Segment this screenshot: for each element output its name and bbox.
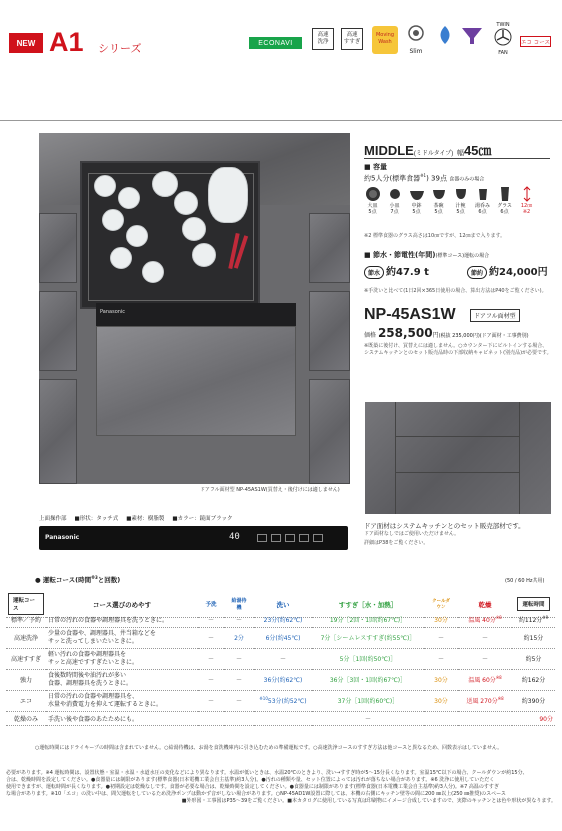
- wash-cell: －: [254, 648, 312, 669]
- cabinet-panel: [39, 379, 77, 484]
- control-button[interactable]: [313, 534, 323, 542]
- course-desc: 食後数時間後や油汚れが多い 食器、調理器具を洗うときに。: [46, 669, 198, 690]
- footnote-line: 合は、乾燥時間を設定してください。●食器量には制限があります(標準食器(日本電機工業会自主基準)約3人分)。●汚れの種類や量、セット位置によっては汚れが落ちない場合があります。※6 洗浄に使用していただく: [6, 777, 495, 783]
- control-panel: [39, 526, 348, 550]
- cooldown-cell: 30分: [424, 669, 458, 690]
- course-desc: 少量の食器や、調理器具、井当箱などを サッと洗ってしまいたいときに。: [46, 627, 198, 648]
- glass: [102, 209, 124, 231]
- cooldown-cell: 30分: [424, 690, 458, 711]
- header-divider: [0, 120, 562, 121]
- dish-item: [386, 186, 403, 215]
- model-number: NP-45AS1W: [364, 306, 456, 323]
- max-height-ref: ※2: [522, 209, 531, 215]
- col-course: 運転コース: [8, 593, 44, 615]
- dry-cell: －: [458, 627, 512, 648]
- large-plate-icon: [365, 186, 381, 202]
- dish-item: [364, 186, 381, 215]
- dish-item: [452, 186, 469, 215]
- money-badge: 節約: [467, 266, 487, 279]
- wash-ref: ※10: [259, 696, 268, 701]
- slim-icon: [404, 24, 428, 44]
- glass-icon: [497, 186, 513, 202]
- col-cooldown: クールダウン: [432, 599, 450, 610]
- dish-name: グラス: [497, 203, 512, 209]
- col-rinse: すすぎ［水・加熱］: [338, 600, 398, 609]
- course-name: 標準／予約: [6, 612, 46, 627]
- control-button[interactable]: [285, 534, 295, 542]
- control-button[interactable]: [271, 534, 281, 542]
- twin-fan-bottom-label: FAN: [498, 50, 508, 56]
- dry-cell: －: [458, 648, 512, 669]
- saving-note: ※手洗いと比べて(1日2回×365日使用の場合、算出方法はP40をご覧ください)。: [364, 288, 547, 294]
- control-button[interactable]: [257, 534, 267, 542]
- col-wait: 給湯待機: [231, 598, 247, 611]
- footnote-line: 使用できますが、運転時間が長くなります。●初期設定は乾燥なしです。食器が必要な場合は、乾燥時間を設定してください。●食器量には制限があります(標準食器(日本電機工業会自主基準)約3人分)。※7 高温のすすぎ: [6, 784, 499, 790]
- dish-item: [496, 186, 513, 215]
- high-speed-wash-badge: 高速 洗浄: [312, 28, 334, 50]
- courses-heading-text: ● 運転コース(時間: [35, 576, 92, 585]
- prewash-cell: －: [198, 627, 224, 648]
- rinse-cell: 36分［3回・1回(約67℃)］: [312, 669, 424, 690]
- rinse-cell: 19分［2回・1回(約67℃)］: [312, 612, 424, 627]
- max-height-value: 12㎝: [520, 203, 533, 209]
- cup: [192, 243, 216, 267]
- filter-icon: [460, 24, 484, 54]
- glass: [126, 225, 148, 247]
- spec-divider: [364, 158, 550, 159]
- dry-ref: ※8: [497, 696, 504, 701]
- dish-item: [474, 186, 491, 215]
- max-height: [518, 186, 535, 215]
- prewash-cell: －: [198, 669, 224, 690]
- swatch-line: [519, 402, 520, 514]
- dish-name: 大皿: [367, 203, 378, 209]
- footnote-line: 必要があります。※4 運転時間は、設置状態・室温・水温・水道水圧の変化などにより異なります。水温が低いときは、水温20℃のときより、洗い→すすぎ時が5～15分長くなります。室温15℃以下の場合、クールダウンが約15分、: [6, 770, 528, 776]
- wash-cell: 36分(約62℃): [254, 669, 312, 690]
- time-ref: ※9: [542, 614, 549, 620]
- price-value: 258,500: [377, 326, 433, 340]
- time-cell: 90分: [458, 711, 555, 725]
- water-badge: 節水: [364, 266, 384, 279]
- bowl-icon: [409, 186, 425, 202]
- capacity-tail: 食器のみの場合: [449, 176, 485, 183]
- dry-cell: 送風 270分: [466, 698, 498, 705]
- hz-note: (50 / 60 Hz共用): [505, 578, 545, 584]
- eco-course-badge: エコ コース: [520, 36, 551, 47]
- time-cell: 約15分: [512, 627, 555, 648]
- dish-item: [408, 186, 425, 215]
- rice-bowl-icon: [431, 186, 447, 202]
- cup: [152, 171, 178, 197]
- rinse-cell: 7分［シームレスすすぎ(約55℃)］: [312, 627, 424, 648]
- width-value: 45㎝: [463, 143, 492, 158]
- dishwasher-tub: [80, 161, 260, 309]
- dish-count: 6点: [478, 209, 487, 215]
- col-wash: 洗い: [276, 600, 290, 609]
- glass: [94, 175, 116, 197]
- money-saving: [467, 263, 548, 279]
- rinse-cell: －: [312, 711, 424, 725]
- size-class-title: MIDDLE: [364, 143, 414, 158]
- prewash-cell: －: [198, 612, 224, 627]
- slim-logo: [404, 24, 428, 54]
- cup: [182, 217, 206, 241]
- courses-heading: [35, 575, 120, 584]
- course-desc: 日常の汚れの食器や調理器具を、 水量や消費電力を抑えて運転するときに。: [46, 690, 198, 711]
- dish-name: 湯呑み: [474, 203, 490, 209]
- door-panel-sub1: ドア面材なしではご使用いただけません。: [364, 531, 460, 537]
- dish-item: [430, 186, 447, 215]
- saving-title: ■ 節水・節電性(年間): [364, 251, 436, 259]
- dish-name: 汁椀: [455, 203, 466, 209]
- footnotes: [6, 770, 556, 805]
- width-label: 幅: [456, 150, 464, 157]
- height-arrow-icon: [522, 186, 532, 202]
- fan-icon: [494, 28, 512, 46]
- capacity-text: 約5人分(標準食器: [364, 174, 421, 183]
- photo-caption: ドアフル面材型 NP-45AS1W(買替え・後付けには適しません): [200, 487, 340, 493]
- door-panel-swatch: [365, 402, 551, 514]
- dish-count: 5点: [434, 209, 443, 215]
- water-saving: [364, 263, 429, 279]
- money-value: 約24,000円: [489, 267, 548, 278]
- prewash-cell: －: [198, 648, 224, 669]
- dish-name: 中鉢: [411, 203, 422, 209]
- teacup-icon: [475, 186, 491, 202]
- dish-count: 5点: [456, 209, 465, 215]
- dry-cell: 温風 60分: [468, 677, 496, 684]
- dry-cell: 温風 40分: [468, 616, 496, 624]
- dish-count: 5点: [368, 209, 377, 215]
- course-name: エコ: [6, 690, 46, 711]
- water-value: 約47.9 t: [386, 267, 429, 278]
- swatch-line: [395, 402, 396, 514]
- control-display: 40: [229, 532, 240, 542]
- footnote-line: な場合があります。※10「エコ」の洗い中は、間欠運転をしているため洗浄ポンプは動かず音がしない場合があります。○NP-45AD1W設置に際しては、本機の右側にキッチン壁等の間に200 ㎜以上(250 ㎜推奨)のスペース: [6, 791, 506, 797]
- operation-material: ■素材：樹脂製: [126, 516, 165, 522]
- table-row: [6, 612, 555, 627]
- wash-cell: 6分(約45℃): [254, 627, 312, 648]
- courses-heading-end: と回数): [97, 576, 121, 585]
- drawer-front: [96, 303, 296, 328]
- cooldown-cell: －: [424, 627, 458, 648]
- swatch-line: [395, 472, 519, 473]
- brand-logo: Panasonic: [100, 309, 126, 315]
- swatch-texture: [365, 402, 551, 514]
- dish-count: 6点: [500, 209, 509, 215]
- saving-sub: (標準コース)運転の場合: [435, 253, 490, 259]
- saving-heading: [364, 250, 489, 260]
- cabinet-panel: [309, 291, 350, 371]
- dry-ref: ※8: [495, 614, 502, 620]
- col-dry: 乾燥: [478, 600, 492, 609]
- cup: [174, 191, 198, 215]
- time-cell: 約390分: [512, 690, 555, 711]
- price-extra: (ドア面材・工事費別): [479, 333, 529, 339]
- control-button[interactable]: [299, 534, 309, 542]
- price: [364, 326, 529, 340]
- capacity-ref: ※1: [420, 173, 427, 178]
- twin-fan-badge: [492, 22, 514, 56]
- wait-cell: －: [224, 690, 254, 711]
- col-prewash: 予洗: [205, 602, 217, 608]
- table-row: [6, 648, 555, 669]
- slim-label: Slim: [409, 48, 423, 55]
- table-row: [6, 627, 555, 648]
- capacity-heading: ■ 容量: [364, 163, 388, 171]
- cabinet-panel: [309, 379, 350, 484]
- wait-cell: 2分: [224, 627, 254, 648]
- prewash-cell: －: [198, 690, 224, 711]
- dish-name: 茶碗: [433, 203, 444, 209]
- spray-icon: [435, 24, 455, 54]
- operation-color: ■カラー：鏡面ブラック: [172, 516, 233, 522]
- plate: [208, 167, 248, 223]
- col-guide: コース選びのめやす: [92, 600, 152, 609]
- dish-note: ※2 標準食器のグラス高さは10㎝ですが、12㎝まで入ります。: [364, 233, 506, 239]
- capacity-count: ) 39点: [426, 174, 447, 183]
- dish-name: 小皿: [389, 203, 400, 209]
- table-row: [6, 711, 555, 725]
- model-note: ※既築に後付け、買替えには適しません。○カウンター下にビルトインする場合、システムキッチンとのセット販売品時の下部収納キャビネット(別売品)が必要です。: [364, 343, 552, 356]
- model-type-tag: ドアフル面材型: [470, 309, 520, 322]
- table-row: [6, 669, 555, 690]
- wash-cell: 23分(約62℃): [254, 612, 312, 627]
- cabinet-panel: [309, 213, 350, 283]
- new-badge: NEW: [9, 33, 43, 53]
- wait-cell: －: [224, 669, 254, 690]
- door-panel-sub2: 詳細はP38をご覧ください。: [364, 540, 429, 546]
- table-row: [6, 690, 555, 711]
- operation-label: 上面操作部: [39, 516, 67, 522]
- course-desc: 手洗い後や食器のあたためにも。: [46, 711, 198, 725]
- rinse-cell: 5分［1回(約50℃)］: [312, 648, 424, 669]
- col-time: 運転時間: [517, 597, 549, 611]
- glass: [110, 247, 132, 269]
- moving-wash-badge: Moving Wash: [372, 26, 398, 54]
- series-name: A1: [49, 27, 84, 57]
- cabinet-panel: [39, 291, 77, 371]
- course-name: 高速洗浄: [6, 627, 46, 648]
- rinse-cell: 37分［1回(約60℃)］: [312, 690, 424, 711]
- wash-cell: 53分(約52℃): [267, 698, 307, 705]
- time-cell: 約5分: [512, 648, 555, 669]
- size-class-jp: (ミドルタイプ): [413, 151, 454, 157]
- operation-type: ■形状：タッチ式: [74, 516, 119, 522]
- price-excl-tax: (税抜 235,000円): [438, 333, 480, 339]
- price-label: 価格: [364, 332, 377, 339]
- twin-fan-top-label: TWIN: [496, 22, 510, 28]
- course-desc: 日常の汚れの食器や調理器具を洗うときに。: [46, 612, 198, 627]
- cooldown-cell: －: [424, 648, 458, 669]
- dish-count: 5点: [412, 209, 421, 215]
- door-panel-front: [96, 326, 296, 436]
- door-panel-note: ドア面材はシステムキッチンとのセット販売部材です。: [364, 522, 525, 530]
- high-speed-rinse-badge: 高速 すすぎ: [341, 28, 363, 50]
- courses-footnote: ○運転時間にはドライキープの時間は含まれていません。○給湯待機は、お湯を食洗機庫内に引き込むための準備運転です。○高速洗浄コースのすすぎ方法は他コースと異なるため、回数表示はしていません。: [35, 745, 503, 751]
- dish-icons: [364, 186, 535, 215]
- control-brand: Panasonic: [45, 534, 80, 541]
- courses-heading-ref: ※3: [91, 575, 98, 580]
- small-plate-icon: [387, 186, 403, 202]
- glass: [118, 187, 140, 209]
- footnote-line: ■外形図・工事図はP35～39をご覧ください。■本カタログに使用している写真は印刷物にイメージ合成していますので、実際のキッチンとは色や形状が異なります。: [181, 798, 556, 804]
- time-cell: 約162分: [512, 669, 555, 690]
- cooldown-cell: 30分: [424, 612, 458, 627]
- course-name: 乾燥のみ: [6, 711, 46, 725]
- time-cell: 約112分: [518, 616, 543, 624]
- capacity-line: [364, 173, 484, 183]
- course-name: 強力: [6, 669, 46, 690]
- series-suffix: シリーズ: [98, 42, 142, 55]
- dry-ref: ※8: [495, 675, 502, 680]
- course-rows: [6, 612, 555, 726]
- course-name: 高速すすぎ: [6, 648, 46, 669]
- price-unit: 円: [432, 332, 439, 339]
- econavi-logo: ECONAVI: [249, 37, 302, 49]
- product-photo: [39, 133, 350, 484]
- wait-cell: －: [224, 648, 254, 669]
- wait-cell: －: [224, 612, 254, 627]
- swatch-line: [395, 436, 519, 437]
- glass: [142, 261, 164, 283]
- size-class: [364, 140, 491, 159]
- operation-spec: [39, 514, 233, 522]
- cabinet-panel: [39, 213, 77, 283]
- dish-count: 7点: [390, 209, 399, 215]
- soup-bowl-icon: [453, 186, 469, 202]
- course-desc: 軽い汚れの食器や調理器具を サッと高速ですすぎたいときに。: [46, 648, 198, 669]
